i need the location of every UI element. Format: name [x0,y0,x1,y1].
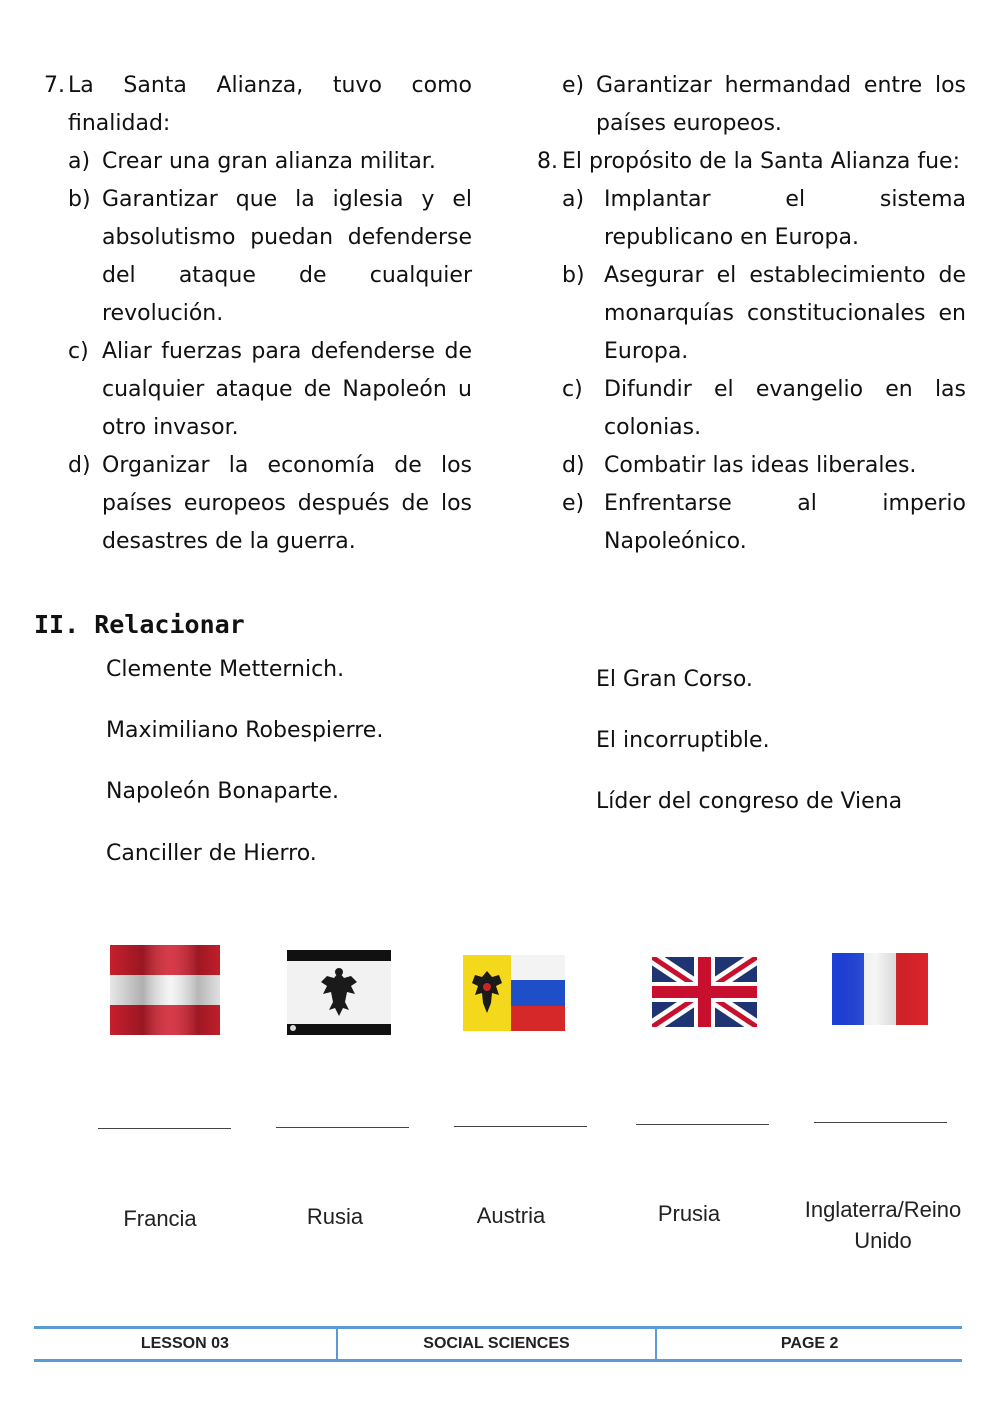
footer-subject: SOCIAL SCIENCES [336,1329,656,1359]
country-label: Inglaterra/Reino Unido [804,1197,962,1253]
match-left-item[interactable]: Napoleón Bonaparte. [106,779,340,804]
option-letter: c) [68,339,89,364]
option-text: Implantar el sistema republicano en Europa. [604,187,966,250]
option-letter: a) [562,187,585,212]
option-text: Difundir el evangelio en las colonias. [604,377,966,440]
option-8e[interactable] [562,485,966,561]
stem-word: Santa [123,73,187,98]
answer-blank-line[interactable] [814,1122,947,1123]
option-letter: a) [68,149,91,174]
country-label: Rusia [306,1204,364,1229]
option-7a[interactable] [68,143,472,181]
question-8-number: 8. [537,149,558,174]
option-text: Combatir las ideas liberales. [604,453,917,478]
option-text: Organizar la economía de los países europeos después de los desastres de la guerra. [102,453,472,554]
question-7-option-e[interactable] [562,67,966,143]
answer-blank-line[interactable] [454,1126,587,1127]
section-title: II. Relacionar [34,610,245,639]
match-right-item[interactable]: El incorruptible. [596,728,770,753]
question-7-stem [68,67,472,105]
option-letter: d) [562,453,585,478]
option-text: Asegurar el establecimiento de monarquías constitucionales en Europa. [604,263,966,364]
austria-flag-icon[interactable] [110,945,220,1035]
stem-word: Alianza, [216,73,304,98]
option-letter: b) [68,187,91,212]
question-7-number: 7. [44,73,65,98]
option-8d[interactable] [562,447,966,485]
option-8b[interactable] [562,257,966,371]
match-left-item[interactable]: Canciller de Hierro. [106,841,317,866]
option-text: Crear una gran alianza militar. [102,149,436,174]
stem-word: La [68,73,94,98]
option-letter: e) [562,491,585,516]
option-text: Garantizar hermandad entre los países europeos. [596,73,966,136]
option-letter: c) [562,377,583,402]
country-label: Prusia [657,1201,721,1226]
option-letter: b) [562,263,585,288]
match-left-item[interactable]: Clemente Metternich. [106,657,345,682]
match-left-item[interactable]: Maximiliano Robespierre. [106,718,384,743]
option-8a[interactable] [562,181,966,257]
option-letter: e) [562,73,585,98]
question-8-stem: El propósito de la Santa Alianza fue: [562,149,960,174]
option-8c[interactable] [562,371,966,447]
match-right-item[interactable]: Líder del congreso de Viena [596,789,903,814]
footer-lesson: LESSON 03 [140,1335,229,1352]
answer-blank-line[interactable] [276,1127,409,1128]
option-text: Aliar fuerzas para defenderse de cualquier ataque de Napoleón u otro invasor. [102,339,472,440]
uk-flag-icon[interactable] [652,957,757,1027]
option-7c[interactable] [68,333,472,447]
prussia-flag-icon[interactable] [287,950,391,1035]
country-label: Austria [476,1203,546,1228]
question-8-options [562,181,966,561]
question-7-options [68,143,472,561]
stem-word: tuvo [332,73,382,98]
footer-page: PAGE 2 [655,1329,962,1359]
page-footer [34,1326,962,1362]
france-flag-icon[interactable] [832,953,928,1025]
match-right-item[interactable]: El Gran Corso. [596,667,753,692]
answer-blank-line[interactable] [636,1124,769,1125]
question-7-stem-line2: finalidad: [68,111,171,136]
option-letter: d) [68,453,91,478]
option-7b[interactable] [68,181,472,333]
answer-blank-line[interactable] [98,1128,231,1129]
country-label: Francia [123,1206,197,1231]
option-text: Enfrentarse al imperio Napoleónico. [604,491,966,554]
option-7d[interactable] [68,447,472,561]
russia-flag-icon[interactable] [463,955,565,1031]
stem-word: como [411,73,472,98]
option-text: Garantizar que la iglesia y el absolutismo puedan defenderse del ataque de cualquier revolución. [102,187,472,326]
